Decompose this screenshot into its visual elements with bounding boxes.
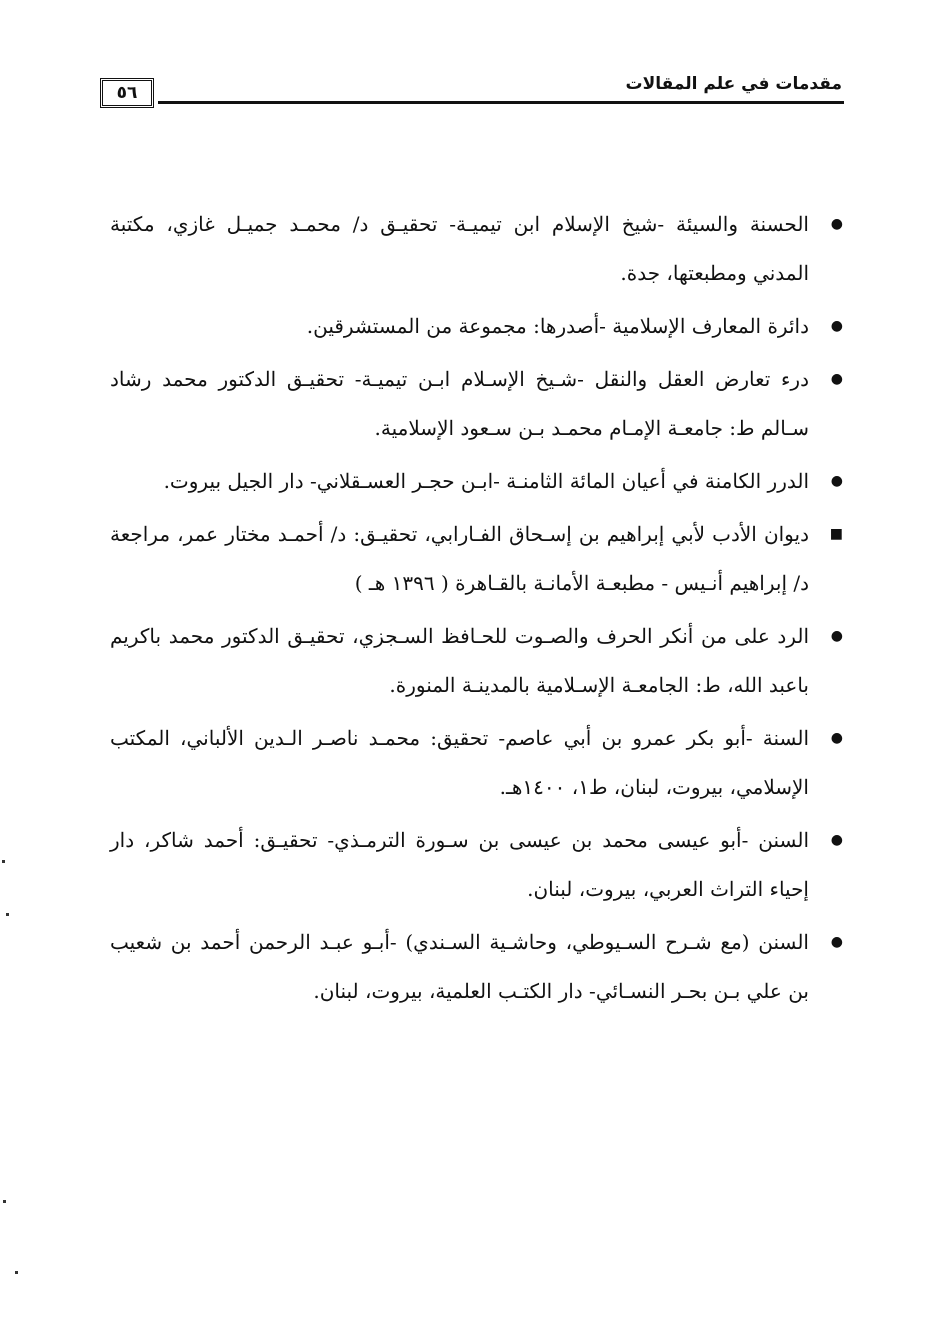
bibliography-entry (110, 918, 843, 1016)
running-title: مقدمات في علم المقالات (625, 74, 842, 94)
bullet-icon: ● (830, 832, 843, 848)
entry-text: الدرر الكامنة في أعيان المائة الثامنـة -ابـن حجـر العسـقلاني- دار الجيل بيروت. (163, 469, 809, 493)
bibliography-entry (110, 612, 843, 710)
bibliography-entry (110, 816, 843, 914)
bullet-icon: ● (830, 371, 843, 387)
bullet-icon: ● (830, 730, 843, 746)
bullet-icon: ● (830, 318, 843, 334)
bullet-icon: ● (830, 628, 843, 644)
scan-edge-mark (3, 1200, 6, 1203)
scan-edge-mark (15, 1271, 18, 1274)
entry-text: ديوان الأدب لأبي إبراهيم بن إسـحاق الفـارابي، تحقيـق: د/ أحمـد مختار عمر، مراجعة د/ إبراهيم أنـيس - مطبعـة الأمانـة بالقـاهرة ( ١٣٩٦ هـ ) (110, 522, 809, 595)
scan-edge-mark (6, 913, 9, 916)
page-number: ٥٦ (100, 78, 154, 108)
square-bullet-icon: ■ (829, 526, 843, 542)
entry-text: الحسنة والسيئة -شيخ الإسلام ابن تيميـة- تحقيـق د/ محمـد جميـل غازي، مكتبة المدني ومطبعتها، جدة. (110, 212, 809, 285)
bibliography-entry (110, 302, 843, 351)
header-rule (158, 101, 844, 104)
bibliography-list (110, 200, 843, 1020)
bullet-icon: ● (830, 473, 843, 489)
bullet-icon: ● (830, 216, 843, 232)
entry-text: السنن (مع شـرح السـيوطي، وحاشـية السـندي) -أبـو عبـد الرحمن أحمد بن شعيب بن علي بـن بحـر النسـائي- دار الكتـب العلمية، بيروت، لبنان. (110, 930, 809, 1003)
bibliography-entry (110, 355, 843, 453)
scan-edge-mark (2, 860, 5, 863)
bibliography-entry (110, 457, 843, 506)
bibliography-entry (110, 200, 843, 298)
bibliography-entry (110, 714, 843, 812)
entry-text: السنة -أبو بكر عمرو بن أبي عاصم- تحقيق: محمـد ناصـر الـدين الألباني، المكتب الإسلامي، بيروت، لبنان، ط١، ١٤٠٠هـ. (110, 726, 809, 799)
bibliography-entry (110, 510, 843, 608)
bullet-icon: ● (830, 934, 843, 950)
entry-text: الرد على من أنكر الحرف والصـوت للحـافظ السـجزي، تحقيـق الدكتور محمد باكريم باعبد الله، ط: الجامعـة الإسـلامية بالمدينـة المنورة. (110, 624, 809, 697)
entry-text: درء تعارض العقل والنقل -شـيخ الإسـلام ابـن تيميـة- تحقيـق الدكتور محمد رشاد سـالم ط: جامعـة الإمـام محمـد بـن سـعود الإسلامية. (110, 367, 809, 440)
entry-text: دائرة المعارف الإسلامية -أصدرها: مجموعة من المستشرقين. (306, 314, 809, 338)
entry-text: السنن -أبو عيسى محمد بن عيسى بن سـورة الترمـذي- تحقيـق: أحمد شاكر، دار إحياء التراث العربي، بيروت، لبنان. (110, 828, 809, 901)
